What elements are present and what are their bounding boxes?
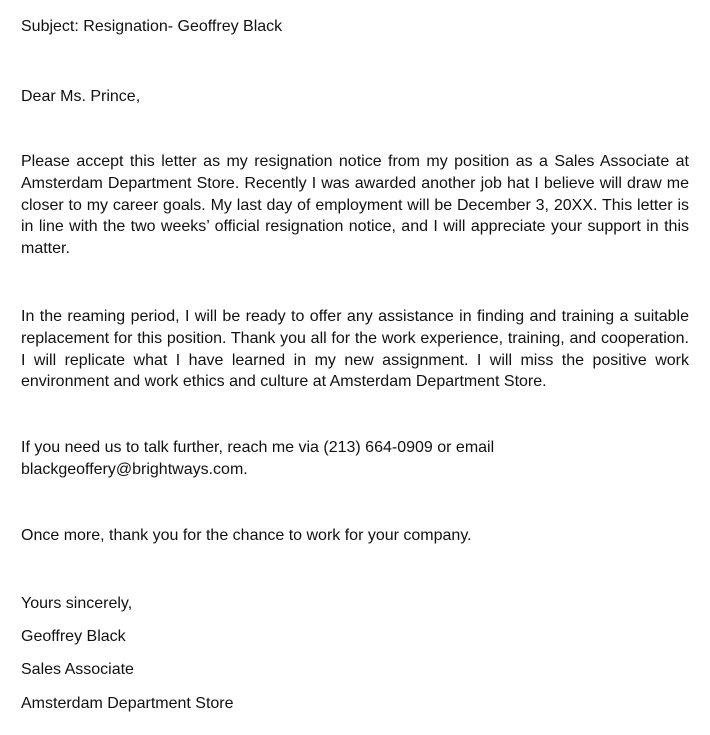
closing: Yours sincerely, — [21, 595, 133, 612]
contact-email: blackgeoffery@brightways.com. — [21, 460, 248, 478]
salutation: Dear Ms. Prince, — [21, 88, 141, 105]
subject-line: Subject: Resignation- Geoffrey Black — [21, 18, 283, 35]
signature-company: Amsterdam Department Store — [21, 695, 234, 712]
body-paragraph-1: Please accept this letter as my resignation notice from my position as a Sales Associate at Amsterdam Department Store. Recently I was awarded another job hat I believe will draw me closer to my career goals. My last day of employment will be December 3, 20XX. This letter is in line with the two weeks’ official resignation notice, and I will appreciate your support in this matter. — [21, 153, 689, 258]
thanks-paragraph: Once more, thank you for the chance to work for your company. — [21, 527, 472, 544]
signature-name: Geoffrey Black — [21, 628, 126, 645]
signature-title: Sales Associate — [21, 661, 134, 678]
contact-phone-line: If you need us to talk further, reach me via (213) 664-0909 or email — [21, 439, 495, 456]
body-paragraph-2: In the reaming period, I will be ready to offer any assistance in finding and training a suitable replacement for this position. Thank you all for the work experience, training, and cooperation. I will replicate what I have learned in my new assignment. I will miss the positive work environment and work ethics and culture at Amsterdam Department Store. — [21, 308, 689, 391]
contact-paragraph — [21, 437, 689, 481]
